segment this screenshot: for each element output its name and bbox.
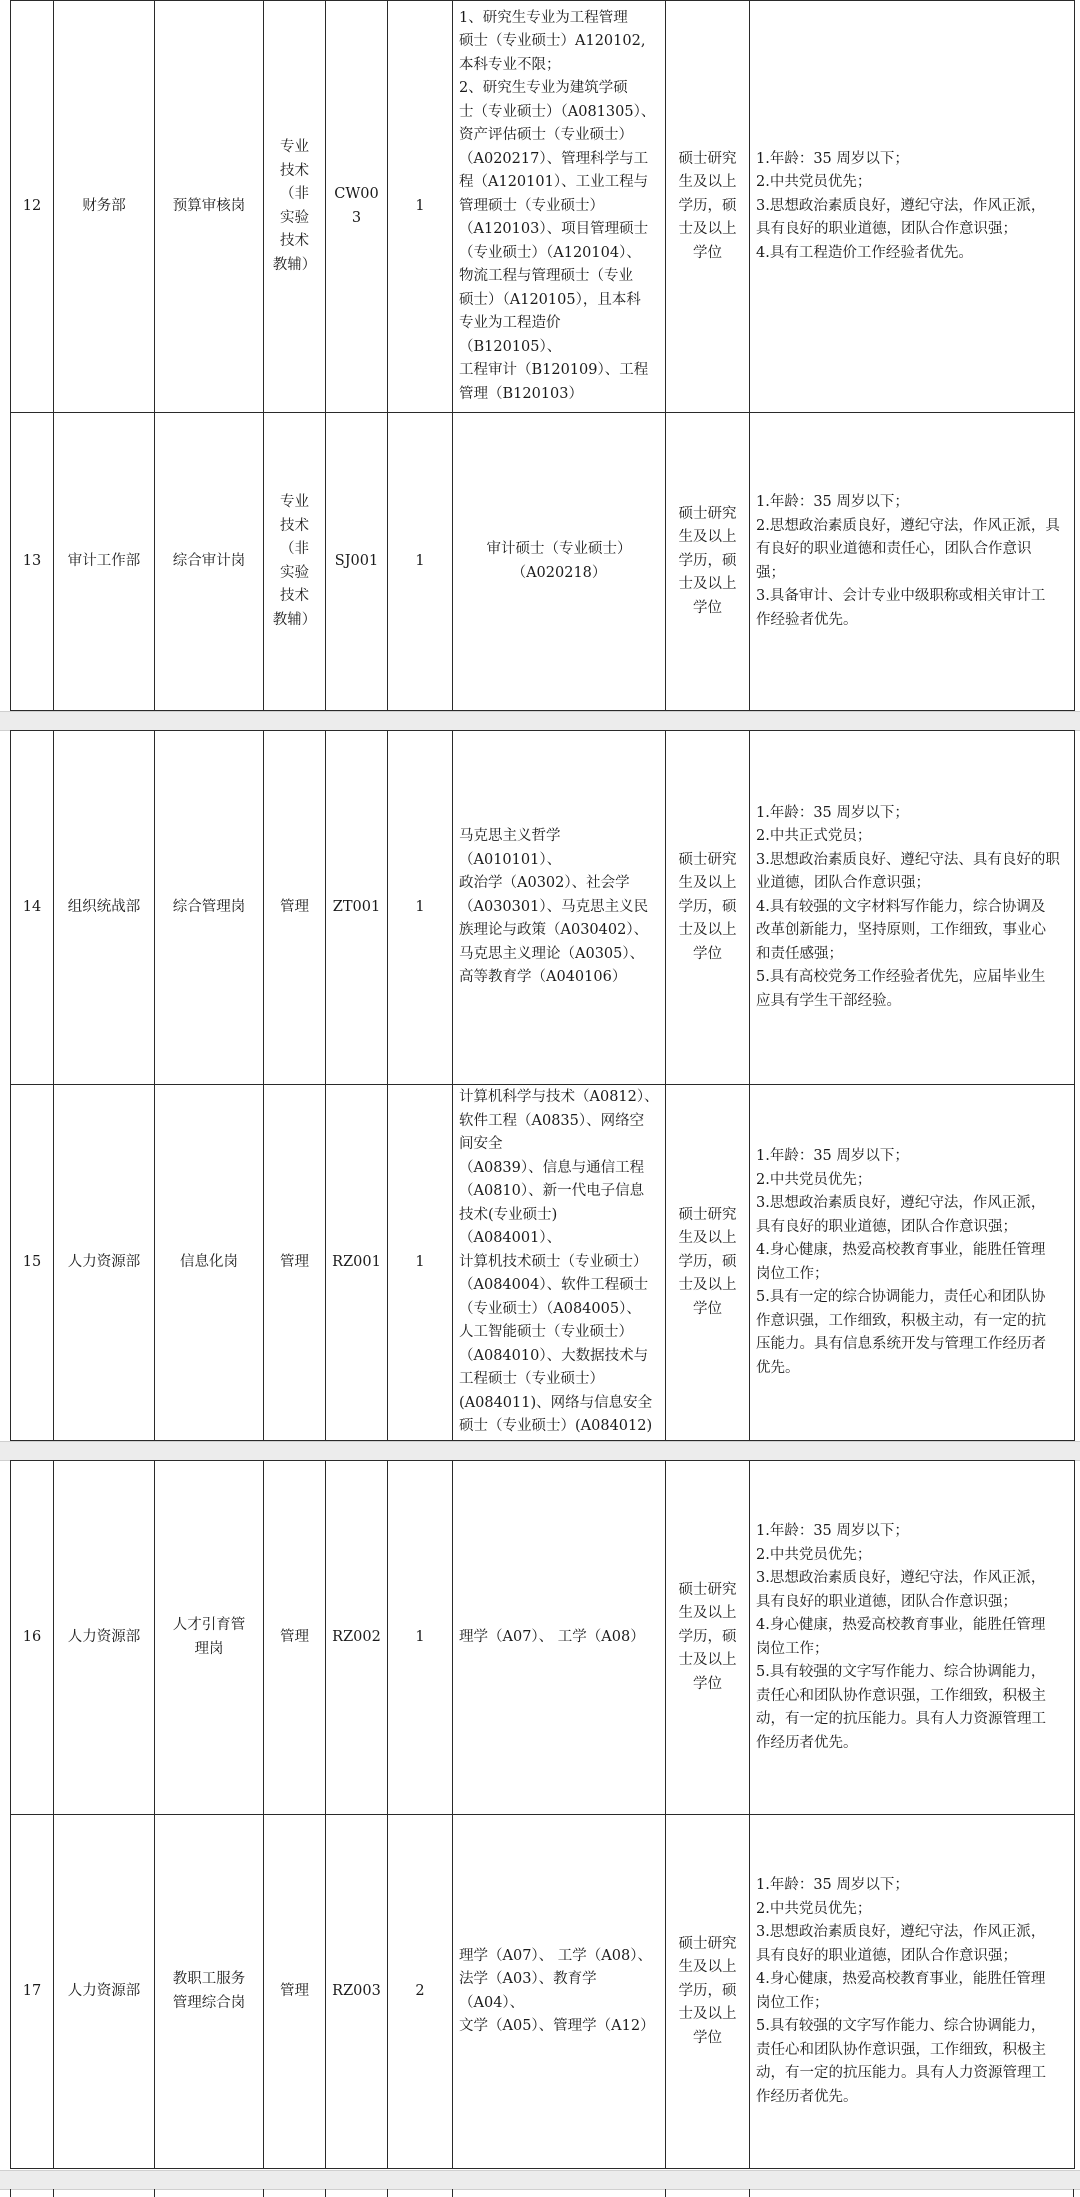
cell-line: 2.中共党员优先； [756,1900,872,1917]
cell-line: 管理 [280,898,309,915]
cell-line: 士及以上 [678,2006,737,2023]
cell-line: 3 [351,209,362,226]
table-row [11,1461,1075,1815]
cell-line: （A120103）、项目管理硕士 [459,221,649,238]
cell-line: 工程硕士（专业硕士） [459,1371,604,1388]
cell-line: 工程审计（B120109）、工程 [459,362,649,379]
cell-line: 人工智能硕士（专业硕士） [459,1324,633,1341]
cell-line: 1.年龄：35 周岁以下； [756,1148,909,1164]
cell-line: 物流工程与管理硕士（专业 [459,268,633,285]
cell-line: 2.中共党员优先； [756,174,872,191]
cell-line: 岗位工作； [756,1640,829,1657]
cell-line: 5.具有较强的文字写作能力、综合协调能力， [756,1664,1046,1680]
post-type-cell [264,1815,326,2169]
cell-line: 2.思想政治素质良好，遵纪守法，作风正派，具 [756,517,1060,534]
cell-line: 士及以上 [678,1652,737,1669]
post-name-cell [155,1815,264,2169]
cell-line: 专业 [280,494,309,510]
cell-line: 生及以上 [678,1605,737,1622]
cell-line: 人才引育管 [172,1617,246,1633]
cell-line: 计算机科学与技术（A0812）、 [459,1089,659,1106]
requirements-cell [750,731,1075,1085]
cell-line: 硕士研究 [678,1206,737,1223]
cell-line: 动，有一定的抗压能力。具有人力资源管理工 [756,1711,1046,1727]
cell-line: 族理论与政策（A030402）、 [459,922,649,939]
cell-line: 学历，硕 [678,1253,737,1270]
cell-line: 有良好的职业道德和责任心，团队合作意识 [756,541,1032,557]
cell-line: 学历，硕 [678,552,737,569]
cell-line: 理岗 [194,1640,224,1657]
cell-line: 技术 [280,233,309,249]
post-name-cell: 信息化岗 [155,1085,264,1441]
cell-line: 士及以上 [678,221,737,238]
major-cell [453,413,666,711]
cell-line: 动，有一定的抗压能力。具有人力资源管理工 [756,2065,1046,2081]
cell-line: 程（A120101）、工业工程与 [459,174,649,191]
cell-line: 生及以上 [678,875,737,892]
cell-line: 马克思主义理论（A0305）、 [459,945,645,962]
post-name-cell: 预算审核岗 [155,1,264,413]
cell-line: (A084011)、网络与信息安全 [459,1394,653,1411]
cell-line: 士及以上 [678,922,737,939]
cell-line: 管理 [280,1253,309,1270]
post-type-cell [264,1461,326,1815]
seq-number-cell: 13 [11,413,54,711]
requirements-cell [750,1,1075,413]
requirements-cell [750,1461,1075,1815]
cell-line: （A0810）、新一代电子信息 [459,1183,645,1200]
cell-line: 4.具有较强的文字材料写作能力，综合协调及 [756,898,1046,915]
post-code-cell [326,731,388,1085]
cell-line: 马克思主义哲学（A010101）、 [459,828,562,868]
cell-line: 技术 [280,588,309,604]
cell-line: 强； [756,564,785,581]
cell-line: 2.中共正式党员； [756,828,872,845]
cell-line: 理学（A07）、 工学（A08）、 [459,1947,652,1964]
cell-line: （专业硕士）（A120104）、 [459,244,641,261]
table-row [11,731,1075,1085]
cell-line: 高等教育学（A040106） [459,969,627,986]
seq-number-cell: 15 [11,1085,54,1441]
education-cell [666,1085,750,1441]
cell-line: （A0839）、信息与通信工程 [459,1159,645,1176]
seq-number-cell: 14 [11,731,54,1085]
cell-line: 士及以上 [678,1277,737,1294]
cell-line: 实验 [280,209,309,226]
cell-line: 1.年龄：35 周岁以下； [756,494,909,510]
post-type-cell [264,413,326,711]
cell-line: 具有良好的职业道德，团队合作意识强； [756,1593,1017,1610]
cell-line: 教辅） [272,611,317,628]
cell-line: 技术(专业硕士)（A084001）、 [459,1206,562,1247]
table-page-2 [10,730,1074,1441]
department-cell: 财务部 [54,1,155,413]
cell-line: （非 [280,186,309,202]
requirements-cell [750,1815,1075,2169]
cell-line: 责任心和团队协作意识强，工作细致，积极主 [756,2041,1046,2058]
cell-line: 间安全 [459,1136,503,1153]
next-table-fragment [10,2189,1074,2197]
headcount-cell: 1 [388,1,453,413]
cell-line: 改革创新能力，坚持原则，工作细致，事业心 [756,922,1046,939]
post-code-cell [326,1815,388,2169]
cell-line: 学位 [693,2029,722,2046]
post-code-cell [326,1461,388,1815]
cell-line: 理学（A07）、 工学（A08） [459,1628,645,1645]
department-cell: 组织统战部 [54,731,155,1085]
cell-line: 2.中共党员优先； [756,1546,872,1563]
cell-line: 1、研究生专业为工程管理 [459,9,628,26]
table-page-3 [10,1460,1074,2169]
cell-line: 政治学（A0302）、社会学 [459,875,630,892]
cell-line: 2.中共党员优先； [756,1171,872,1188]
seq-number-cell: 16 [11,1461,54,1815]
cell-line: 1.年龄：35 周岁以下； [756,1523,909,1539]
cell-line: 作经历者优先。 [756,2088,858,2105]
cell-line: （A020217）、管理科学与工 [459,150,649,167]
requirements-cell [750,413,1075,711]
cell-line: 1.年龄：35 周岁以下； [756,1877,909,1893]
cell-line: （A020218） [511,564,607,581]
cell-line: 文学（A05）、管理学（A12） [459,2018,655,2034]
cell-line: 法学（A03）、教育学（A04）、 [459,1971,597,2011]
cell-line: 3.思想政治素质良好，遵纪守法，作风正派， [756,1924,1046,1940]
cell-line: 学位 [693,599,722,616]
cell-line: 1.年龄：35 周岁以下； [756,804,909,821]
cell-line: 业道德，团队合作意识强； [756,875,930,892]
headcount-cell: 1 [388,1461,453,1815]
cell-line: 士及以上 [678,576,737,593]
cell-line: ZT001 [332,898,381,915]
cell-line: 3.思想政治素质良好，遵纪守法，作风正派， [756,1195,1046,1211]
cell-line: RZ003 [332,1982,381,1999]
cell-line: 和责任感强； [756,945,843,962]
cell-line: 硕士研究 [678,1581,737,1598]
cell-line: 管理（B120103） [459,385,584,402]
cell-line: 生及以上 [678,529,737,546]
cell-line: 具有良好的职业道德，团队合作意识强； [756,1218,1017,1235]
cell-line: 资产评估硕士（专业硕士） [459,127,633,144]
table-row [11,413,1075,711]
cell-line: 4.身心健康，热爱高校教育事业，能胜任管理 [756,1617,1046,1633]
post-type-cell [264,1,326,413]
cell-line: 5.具有高校党务工作经验者优先，应届毕业生 [756,969,1046,986]
cell-line: （非 [280,541,309,557]
cell-line: 管理 [280,1628,309,1645]
education-cell [666,1,750,413]
seq-number-cell: 17 [11,1815,54,2169]
cell-line: 4.身心健康，热爱高校教育事业，能胜任管理 [756,1242,1046,1258]
headcount-cell: 2 [388,1815,453,2169]
headcount-cell: 1 [388,413,453,711]
cell-line: 管理硕士（专业硕士） [459,197,604,214]
cell-line: 3.具备审计、会计专业中级职称或相关审计工 [756,588,1046,604]
post-name-cell: 综合管理岗 [155,731,264,1085]
department-cell: 审计工作部 [54,413,155,711]
post-name-cell [155,1461,264,1815]
cell-line: 3.思想政治素质良好、遵纪守法、具有良好的职 [756,851,1060,868]
cell-line: （A030301）、马克思主义民 [459,898,649,915]
table-row [11,1815,1075,2169]
education-cell [666,1815,750,2169]
cell-line: 作经历者优先。 [756,1734,858,1751]
cell-line: 专业为工程造价（B120105）、 [459,315,562,355]
cell-line: 管理综合岗 [172,1994,246,2011]
cell-line: 专业 [280,139,309,155]
cell-line: 实验 [280,564,309,581]
cell-line: 学历，硕 [678,1982,737,1999]
cell-line: 学历，硕 [678,898,737,915]
cell-line: 3.思想政治素质良好，遵纪守法，作风正派， [756,197,1046,214]
cell-line: 计算机技术硕士（专业硕士） [459,1253,648,1270]
cell-line: 3.思想政治素质良好，遵纪守法，作风正派， [756,1570,1046,1586]
cell-line: 5.具有一定的综合协调能力，责任心和团队协 [756,1289,1046,1305]
cell-line: 具有良好的职业道德，团队合作意识强； [756,1947,1017,1964]
cell-line: 作意识强，工作细致，积极主动，有一定的抗 [756,1312,1046,1329]
department-cell: 人力资源部 [54,1461,155,1815]
cell-line: 学位 [693,1675,722,1692]
cell-line: 压能力。具有信息系统开发与管理工作经历者 [756,1336,1046,1352]
cell-line: 4.身心健康，热爱高校教育事业，能胜任管理 [756,1971,1046,1987]
cell-line: 岗位工作； [756,1265,829,1282]
cell-line: （A084010）、大数据技术与 [459,1347,649,1364]
education-cell [666,413,750,711]
cell-line: 1.年龄：35 周岁以下； [756,150,909,167]
cell-line: 2、研究生专业为建筑学硕 [459,80,628,97]
cell-line: 硕士研究 [678,851,737,868]
cell-line: RZ001 [332,1253,381,1270]
cell-line: 具有良好的职业道德，团队合作意识强； [756,221,1017,238]
cell-line: 士（专业硕士）（A081305）、 [459,103,656,120]
page-separator [0,711,1080,731]
cell-line: 硕士研究 [678,150,737,167]
cell-line: 本科专业不限； [459,56,561,73]
cell-line: 学位 [693,1300,722,1317]
cell-line: 学位 [693,244,722,261]
seq-number-cell: 12 [11,1,54,413]
post-code-cell [326,413,388,711]
cell-line: 教辅） [272,256,317,273]
cell-line: 硕士研究 [678,505,737,522]
table-row [11,1,1075,413]
page-separator [0,1441,1080,1461]
education-cell [666,1461,750,1815]
cell-line: （A084004）、软件工程硕士 [459,1277,649,1294]
cell-line: SJ001 [334,552,379,569]
cell-line: 硕士）（A120105），且本科 [459,291,641,308]
post-type-cell [264,731,326,1085]
table-page-1 [10,0,1074,711]
headcount-cell: 1 [388,1085,453,1441]
cell-line: 应具有学生干部经验。 [756,992,901,1009]
cell-line: 5.具有较强的文字写作能力、综合协调能力， [756,2018,1046,2034]
cell-line: （专业硕士）（A084005）、 [459,1300,641,1317]
cell-line: 审计硕士（专业硕士） [486,541,632,557]
cell-line: 学历，硕 [678,197,737,214]
cell-line: 硕士研究 [678,1935,737,1952]
cell-line: 4.具有工程造价工作经验者优先。 [756,244,973,261]
major-cell [453,731,666,1085]
headcount-cell: 1 [388,731,453,1085]
cell-line: 软件工程（A0835）、网络空 [459,1112,645,1129]
page-separator [0,2170,1080,2190]
post-code-cell [326,1085,388,1441]
cell-line: 生及以上 [678,1959,737,1976]
cell-line: 作经验者优先。 [756,611,858,628]
requirements-cell [750,1085,1075,1441]
table-row [11,1085,1075,1441]
major-cell [453,1,666,413]
post-code-cell [326,1,388,413]
cell-line: 管理 [280,1982,309,1999]
post-type-cell [264,1085,326,1441]
cell-line: 生及以上 [678,1230,737,1247]
cell-line: 技术 [280,162,309,179]
cell-line: 优先。 [756,1359,800,1376]
major-cell [453,1085,666,1441]
department-cell: 人力资源部 [54,1085,155,1441]
cell-line: 学位 [693,945,722,962]
post-name-cell: 综合审计岗 [155,413,264,711]
cell-line: 生及以上 [678,174,737,191]
education-cell [666,731,750,1085]
cell-line: CW00 [334,186,379,202]
cell-line: 学历，硕 [678,1628,737,1645]
department-cell: 人力资源部 [54,1815,155,2169]
cell-line: 责任心和团队协作意识强，工作细致，积极主 [756,1687,1046,1704]
cell-line: 硕士（专业硕士）(A084012) [459,1418,653,1435]
cell-line: 教职工服务 [172,1971,246,1987]
cell-line: 硕士（专业硕士）A120102, [459,33,646,50]
cell-line: 技术 [280,517,309,534]
major-cell [453,1815,666,2169]
major-cell [453,1461,666,1815]
cell-line: RZ002 [332,1628,381,1645]
cell-line: 岗位工作； [756,1994,829,2011]
